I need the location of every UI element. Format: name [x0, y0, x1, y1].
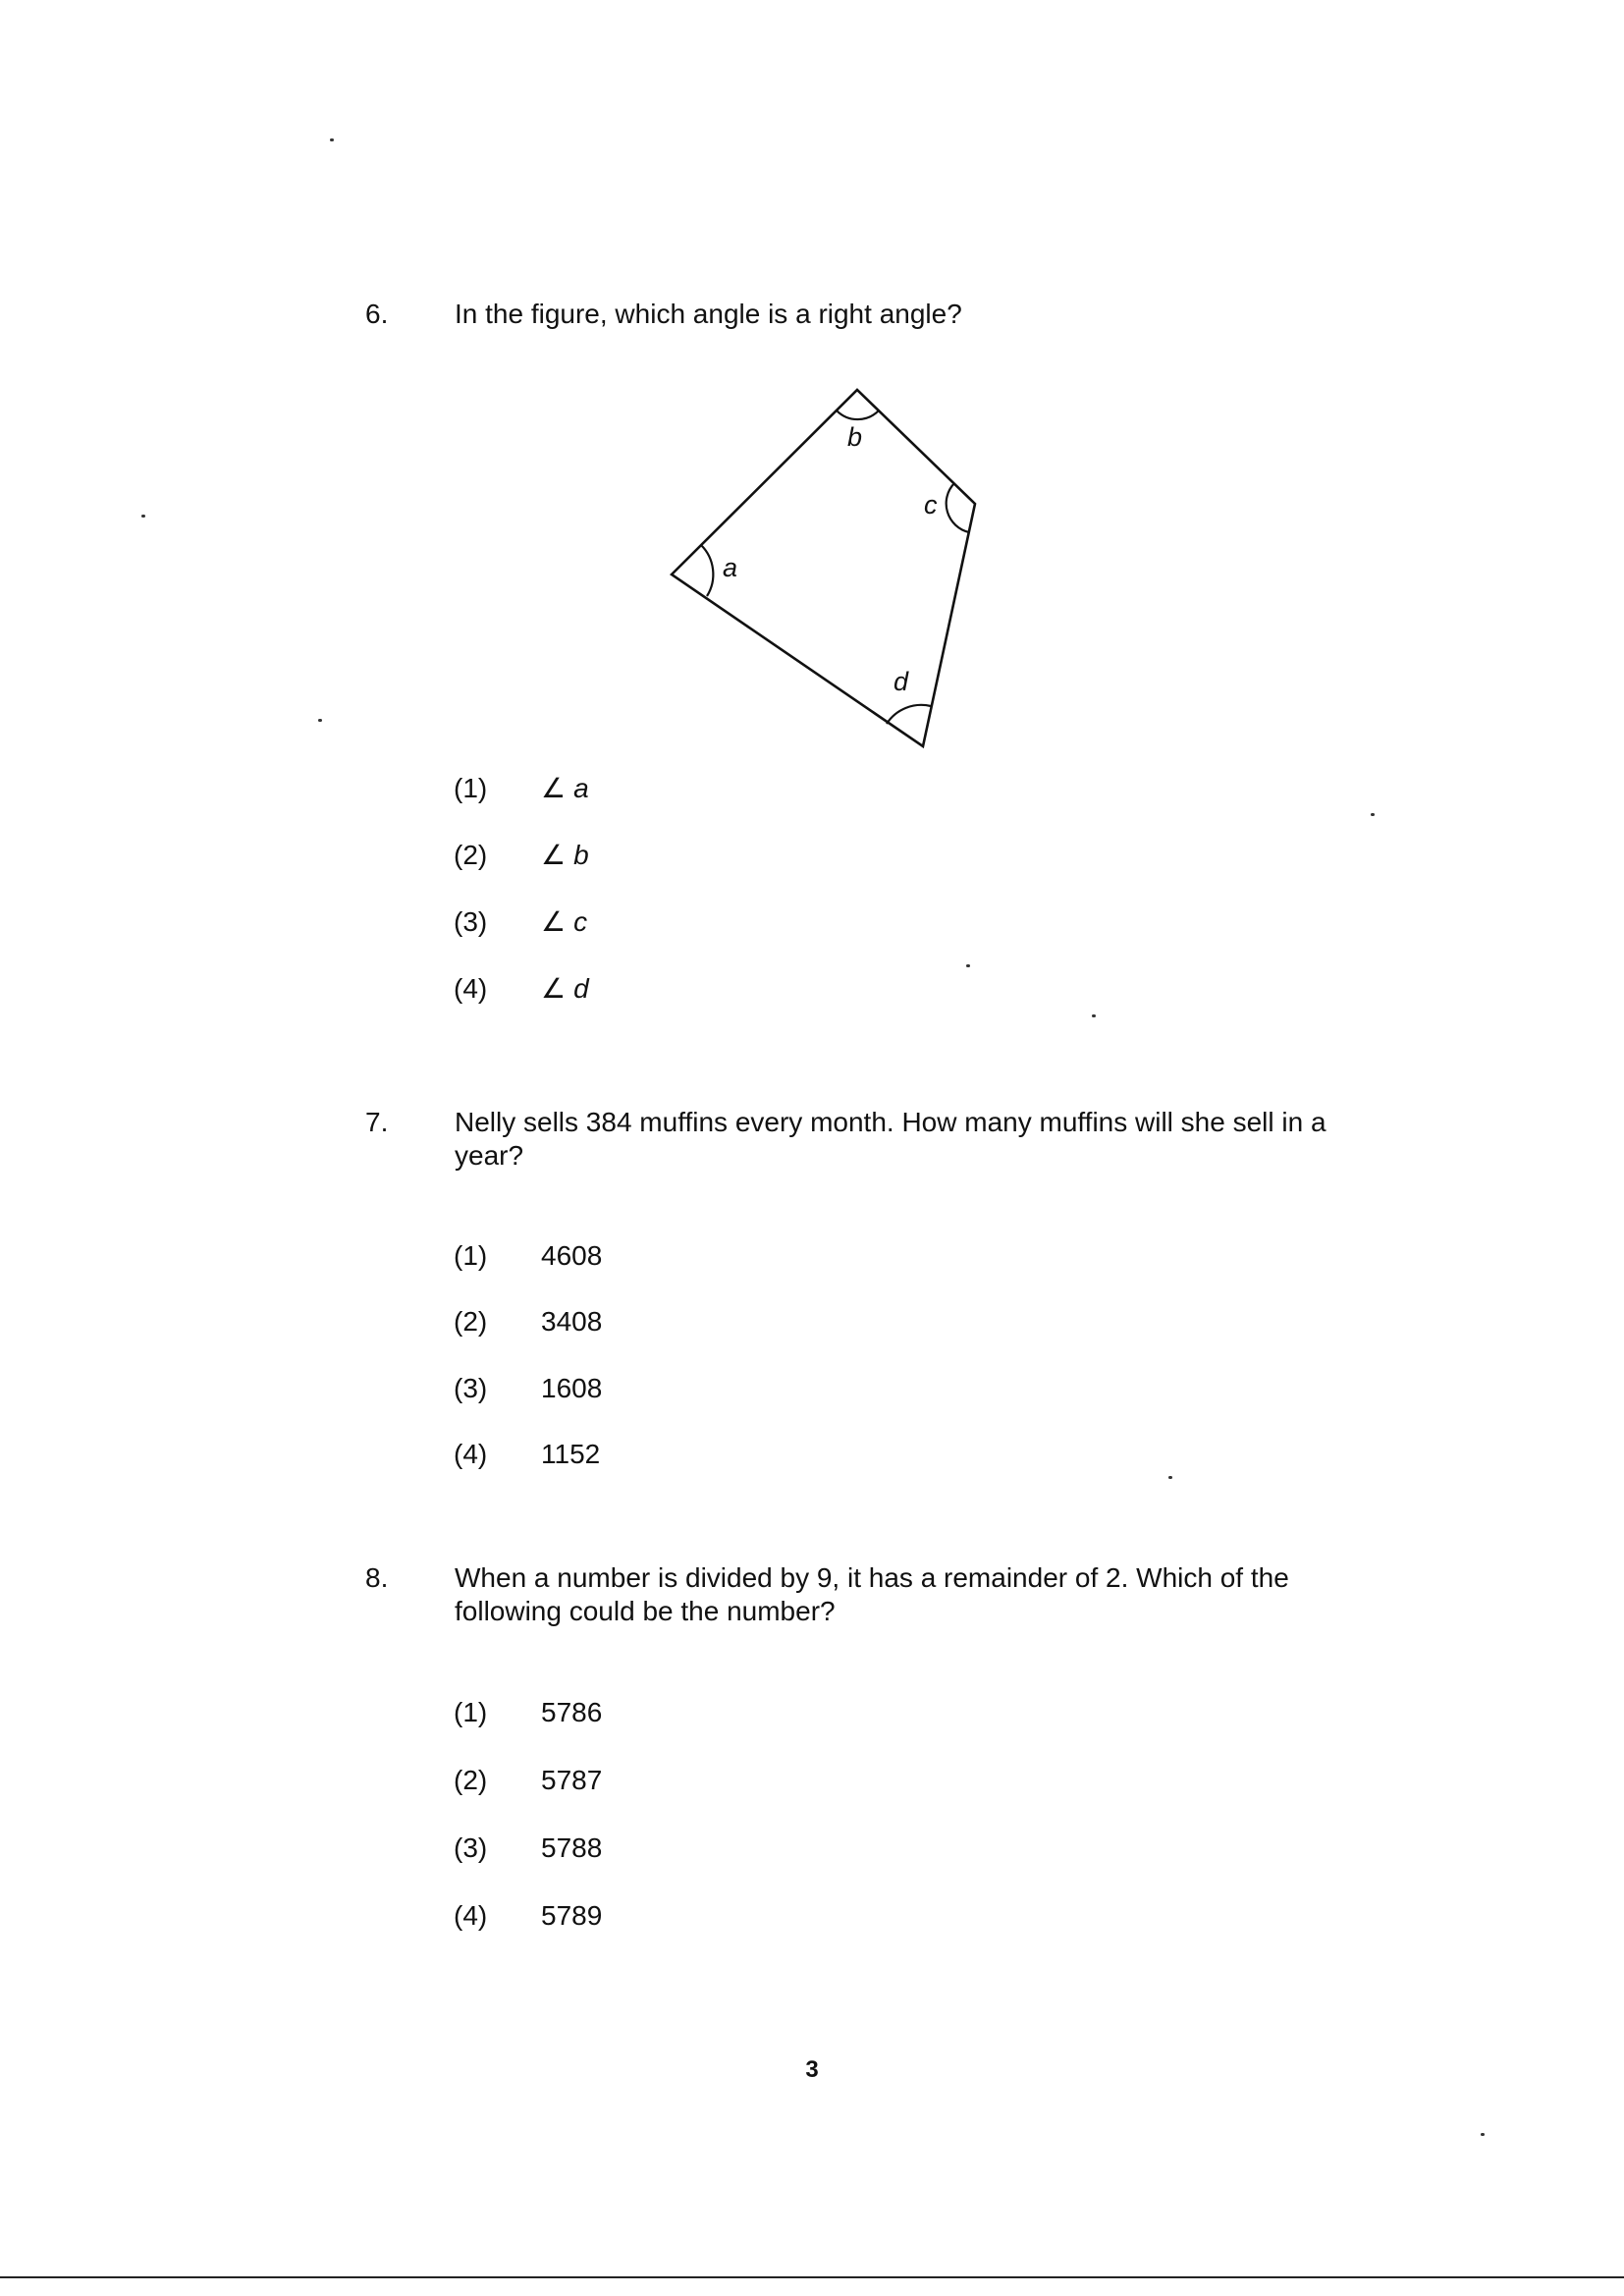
option-value — [541, 905, 587, 939]
q6-option-1[interactable] — [0, 772, 1624, 805]
q8-option-2[interactable] — [0, 1764, 1624, 1797]
angle-letter: c — [573, 906, 588, 937]
q6-option-3[interactable] — [0, 905, 1624, 939]
option-value: 5788 — [541, 1832, 603, 1863]
option-value: 1152 — [541, 1439, 601, 1469]
angle-symbol: ∠ — [541, 973, 567, 1004]
option-value: 1608 — [541, 1373, 603, 1403]
angle-symbol: ∠ — [541, 906, 567, 937]
option-value — [541, 839, 589, 872]
option-number: (2) — [454, 840, 488, 870]
angle-letter: d — [573, 973, 589, 1004]
scan-speck — [1168, 1476, 1172, 1479]
q8-option-3[interactable] — [0, 1831, 1624, 1865]
q6-option-2[interactable] — [0, 839, 1624, 872]
question-7-text: Nelly sells 384 muffins every month. How many muffins will she sell in a year? — [455, 1107, 1326, 1171]
option-value: 5789 — [541, 1900, 603, 1931]
q6-option-4[interactable] — [0, 972, 1624, 1006]
option-number: (1) — [454, 1697, 488, 1727]
option-number: (1) — [454, 773, 488, 803]
angle-letter: a — [573, 773, 589, 803]
option-number: (4) — [454, 1439, 488, 1469]
scan-speck — [330, 138, 334, 141]
option-value: 5787 — [541, 1765, 603, 1795]
q7-option-4[interactable] — [0, 1438, 1624, 1471]
scan-speck — [1481, 2133, 1485, 2136]
question-6-text: In the figure, which angle is a right angle? — [455, 299, 962, 329]
option-number: (3) — [454, 906, 488, 937]
angle-label-a: a — [723, 553, 738, 582]
angle-letter: b — [573, 840, 589, 870]
option-value — [541, 972, 589, 1006]
option-value: 4608 — [541, 1240, 603, 1271]
quadrilateral-figure — [658, 378, 992, 751]
option-value: 3408 — [541, 1306, 603, 1337]
option-number: (2) — [454, 1765, 488, 1795]
option-number: (4) — [454, 973, 488, 1004]
q8-option-1[interactable] — [0, 1696, 1624, 1729]
q7-option-1[interactable] — [0, 1239, 1624, 1273]
quadrilateral-shape — [672, 390, 975, 746]
option-number: (3) — [454, 1373, 488, 1403]
question-7-number: 7. — [365, 1107, 389, 1137]
question-8-text: When a number is divided by 9, it has a remainder of 2. Which of the following could be the number? — [455, 1562, 1289, 1626]
scan-speck — [1092, 1014, 1096, 1017]
bottom-scan-line — [0, 2276, 1624, 2278]
question-8-number: 8. — [365, 1562, 389, 1593]
scan-speck — [141, 515, 145, 518]
angle-symbol: ∠ — [541, 840, 567, 870]
option-number: (4) — [454, 1900, 488, 1931]
angle-arc-b — [837, 410, 879, 419]
option-number: (2) — [454, 1306, 488, 1337]
q7-option-2[interactable] — [0, 1305, 1624, 1339]
angle-arc-a — [701, 545, 713, 596]
option-number: (1) — [454, 1240, 488, 1271]
option-value: 5786 — [541, 1697, 603, 1727]
q8-option-4[interactable] — [0, 1899, 1624, 1933]
angle-symbol: ∠ — [541, 773, 567, 803]
angle-label-d: d — [893, 667, 909, 696]
angle-label-c: c — [924, 490, 938, 519]
scan-speck — [318, 719, 322, 722]
scan-speck — [966, 964, 970, 967]
angle-label-b: b — [847, 422, 863, 452]
question-6-number: 6. — [365, 299, 389, 329]
page-number: 3 — [805, 2056, 819, 2083]
angle-arc-d — [887, 705, 931, 724]
angle-arc-c — [947, 483, 969, 532]
scan-speck — [1371, 813, 1375, 816]
option-number: (3) — [454, 1832, 488, 1863]
option-value — [541, 772, 589, 805]
q7-option-3[interactable] — [0, 1372, 1624, 1405]
